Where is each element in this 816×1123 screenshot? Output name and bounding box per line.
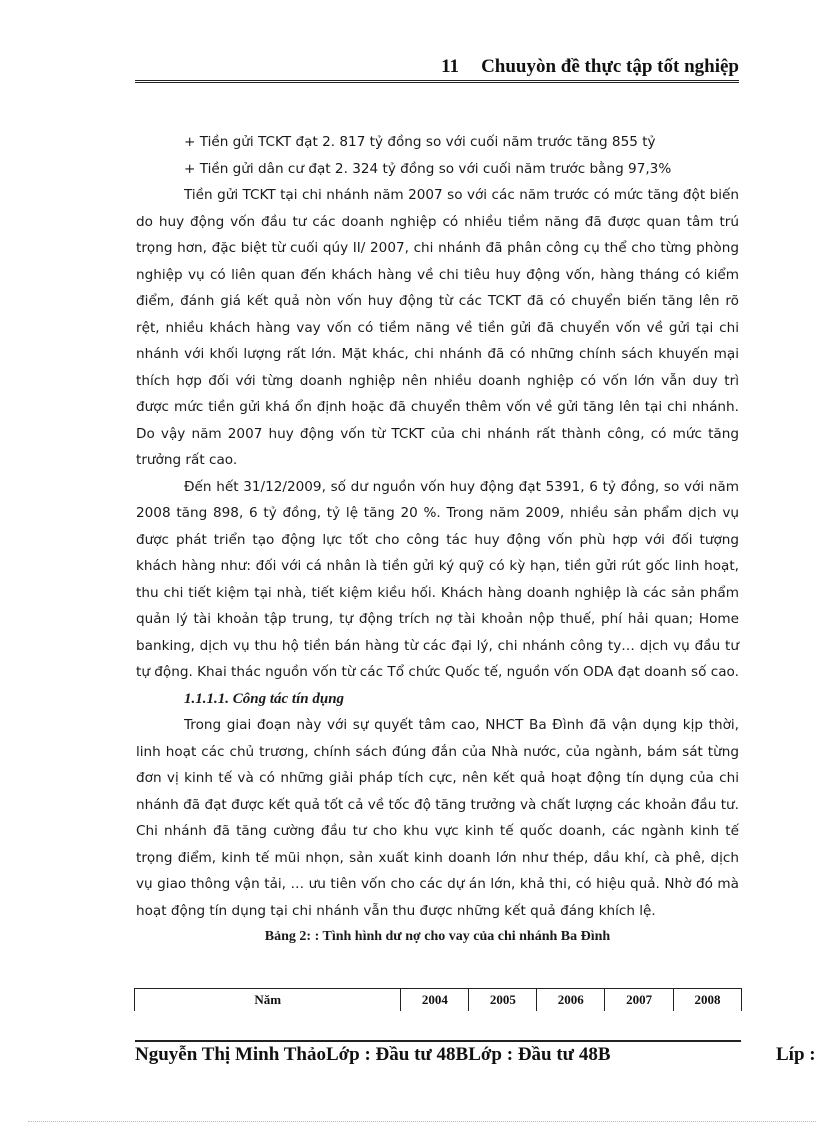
footer-class-label: Líp : (776, 1044, 816, 1065)
footer-divider (135, 1040, 741, 1042)
bullet-deposit-tckt: + Tiền gửi TCKT đạt 2. 817 tỷ đồng so với cuối năm trước tăng 855 tỷ (184, 134, 656, 150)
paragraph-tckt-deposits: Tiền gửi TCKT tại chi nhánh năm 2007 so với các năm trước có mức tăng đột biến do huy động vốn đầu tư các doanh nghiệp có nhiều tiềm năng đã được quan tâm trú trọng hơn, đặc biệt từ cuối qúy II/ 2007, chi nhánh đã phân công cụ thể cho từng phòng nghiệp vụ có liên quan đến khách hàng về chi tiêu huy động vốn, hàng tháng có kiểm điểm, đánh giá kết quả nòn vốn huy động từ các TCKT đã có chuyển biến tăng lên rõ rệt, nhiều khách hàng vay vốn có tiềm năng về tiền gửi đã chuyển vốn về gửi tại chi nhánh với khối lượng rất lớn. Mặt khác, chi nhánh đã có những chính sách khuyến mại thích hợp đối với từng doanh nghiệp nên nhiều doanh nghiệp có vốn lớn vẫn duy trì được mức tiền gửi khá ổn định hoặc đã chuyển thêm vốn về gửi tăng lên tại chi nhánh. Do vậy năm 2007 huy động vốn từ TCKT của chi nhánh rất thành công, có mức tăng trưởng rất cao. (136, 187, 739, 468)
paragraph-capital-2009: Đến hết 31/12/2009, số dư nguồn vốn huy động đạt 5391, 6 tỷ đồng, so với năm 2008 tăng 898, 6 tỷ đồng, tỷ lệ tăng 20 %. Trong năm 2009, nhiều sản phẩm dịch vụ được phát triển tạo động lực tốt cho công tác huy động vốn phù hợp với đối tượng khách hàng như: đối với cá nhân là tiền gửi ký quỹ có kỳ hạn, tiền gửi rút gốc linh hoạt, thu chi tiết kiệm tại nhà, tiết kiệm kiều hối. Khách hàng doanh nghiệp là các sản phẩm quản lý tài khoản tập trung, tự động trích nợ tài khoản nộp thuế, phí hải quan; Home banking, dịch vụ thu hộ tiền bán hàng từ các đại lý, chi nhánh công ty… dịch vụ đầu tư tự động. Khai thác nguồn vốn từ các Tổ chức Quốc tế, nguồn vốn ODA đạt doanh số cao. (136, 478, 739, 680)
bullet-deposit-residents: + Tiền gửi dân cư đạt 2. 324 tỷ đồng so với cuối năm trước bằng 97,3% (184, 160, 672, 177)
paragraph-credit-work: Trong giai đoạn này với sự quyết tâm cao, NHCT Ba Đình đã vận dụng kịp thời, linh hoạt các chủ trương, chính sách đúng đắn của Nhà nước, của ngành, bám sát từng đơn vị kinh tế và có những giải pháp tích cực, nên kết quả hoạt động tín dụng của chi nhánh đã đạt được kết quả tốt cả về tốc độ tăng trưởng và chất lượng các khoản đầu tư. Chi nhánh đã tăng cường đầu tư cho khu vực kinh tế quốc doanh, các ngành kinh tế trọng điểm, kinh tế mũi nhọn, sản xuất kinh doanh lớn như thép, dầu khí, cà phê, dịch vụ giao thông vận tải, … ưu tiên vốn cho các dự án lớn, khả thi, có hiệu quả. Nhờ đó mà hoạt động tín dụng tại chi nhánh vẫn thu được những kết quả đáng khích lệ. (136, 717, 739, 919)
table-header-cell: 2007 (605, 989, 674, 1012)
page-number: 11 (441, 56, 460, 77)
table-caption: Bảng 2: : Tình hình dư nợ cho vay của chi nhánh Ba Đình (264, 929, 611, 944)
page-bottom-edge (28, 1121, 816, 1122)
table-header-row (135, 989, 742, 1012)
footer-author-class: Nguyễn Thị Minh ThảoLớp : Đầu tư 48BLớp : Đầu tư 48B (135, 1044, 611, 1065)
table-header-cell: 2004 (401, 989, 469, 1012)
document-title: Chuuyòn đề thực tập tốt nghiệp (481, 56, 739, 77)
table-header-cell: 2006 (537, 989, 605, 1012)
main-content (136, 129, 739, 951)
section-heading: 1.1.1.1. Công tác tín dụng (184, 690, 345, 707)
header-text (441, 56, 739, 78)
table-header-cell: 2008 (674, 989, 742, 1012)
table-header-cell: Năm (135, 989, 401, 1012)
page-header (135, 56, 739, 83)
loan-balance-table (134, 988, 742, 1011)
table-header-cell: 2005 (469, 989, 537, 1012)
